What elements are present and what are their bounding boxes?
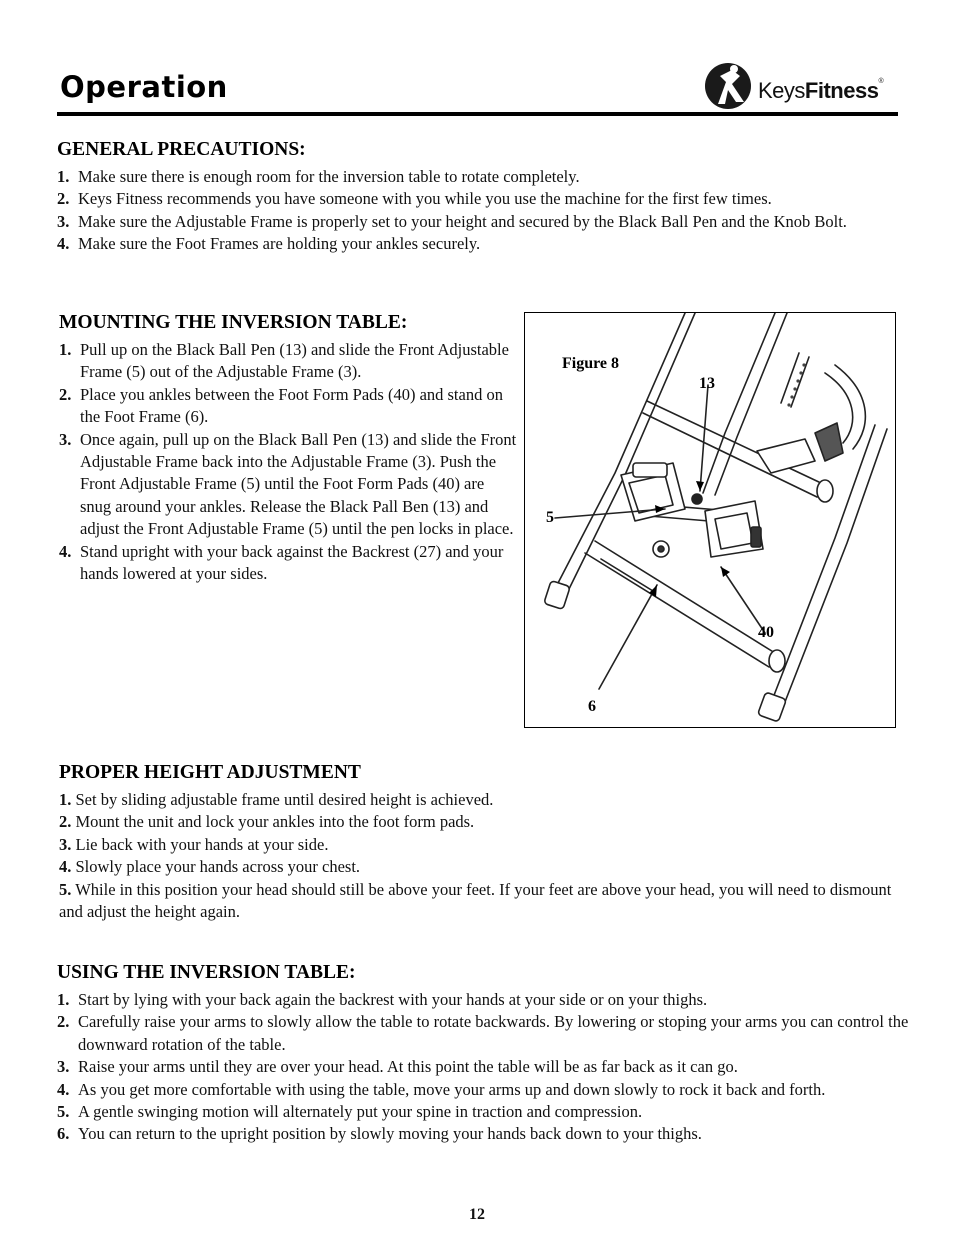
list-item: 3. Lie back with your hands at your side. <box>59 834 329 854</box>
section-using <box>57 961 917 1146</box>
section-height-adjustment <box>59 761 919 923</box>
list-item: 4. Stand upright with your back against the Backrest (27) and your hands lowered at your sides. <box>59 541 504 584</box>
keys-fitness-logo <box>704 60 900 112</box>
section-general-precautions <box>57 138 917 256</box>
list-item: 2. Carefully raise your arms to slowly allow the table to rotate backwards. By lowering or stoping your arms you can control the downward rotation of the table. <box>57 1012 909 1054</box>
page-title: Operation <box>60 70 228 104</box>
list-item: 1. Pull up on the Black Ball Pen (13) and slide the Front Adjustable Frame (5) out of the Adjustable Frame (3). <box>59 340 509 382</box>
page-number: 12 <box>469 1206 485 1223</box>
list-item: 4. Make sure the Foot Frames are holding your ankles securely. <box>57 234 481 254</box>
list-item: 2. Mount the unit and lock your ankles into the foot form pads. <box>59 812 475 832</box>
header-rule <box>57 112 898 116</box>
list-item: 2. Place you ankles between the Foot Form Pads (40) and stand on the Foot Frame (6). <box>59 384 503 427</box>
logo-wordmark: KeysFitness® <box>758 78 884 103</box>
callout-5: 5 <box>546 509 554 526</box>
callout-40: 40 <box>758 624 774 641</box>
figure-8 <box>524 312 896 728</box>
list-item: 3. Make sure the Adjustable Frame is properly set to your height and secured by the Black Ball Pen and the Knob Bolt. <box>57 211 847 231</box>
list-item: 5. While in this position your head should still be above your feet. If your feet are above your head, you will need to dismount and adjust the height again. <box>59 879 892 922</box>
section-mounting <box>59 311 519 585</box>
section-heading: PROPER HEIGHT ADJUSTMENT <box>59 762 361 783</box>
list-item: 1. Start by lying with your back again the backrest with your hands at your side or on your thighs. <box>57 990 708 1009</box>
list-item: 4. As you get more comfortable with using the table, move your arms up and down slowly to rock it back and forth. <box>57 1079 826 1099</box>
list-item: 1. Make sure there is enough room for the inversion table to rotate completely. <box>57 167 580 186</box>
list-item: 5. A gentle swinging motion will alternately put your spine in traction and compression. <box>57 1102 643 1122</box>
list-item: 2. Keys Fitness recommends you have someone with you while you use the machine for the first few times. <box>57 189 772 209</box>
list-item: 1. Set by sliding adjustable frame until desired height is achieved. <box>59 790 494 809</box>
list-item: 3. Raise your arms until they are over your head. At this point the table will be as far back as it can go. <box>57 1057 738 1077</box>
list-item: 3. Once again, pull up on the Black Ball Pen (13) and slide the Front Adjustable Frame back into the Adjustable Frame (3). Push the Front Adjustable Frame (5) until the Foot Form Pads (40) are snug around your ankles. Release the Black Pall Ben (13) and adjust the Front Adjustable Frame (5) until the pen locks in place. <box>59 429 517 539</box>
figure-caption: Figure 8 <box>562 355 620 372</box>
section-heading: GENERAL PRECAUTIONS: <box>57 139 306 160</box>
list-item: 6. You can return to the upright position by slowly moving your hands back down to your thighs. <box>57 1124 702 1144</box>
callout-13: 13 <box>699 375 715 392</box>
list-item: 4. Slowly place your hands across your chest. <box>59 857 361 877</box>
section-heading: MOUNTING THE INVERSION TABLE: <box>59 312 408 333</box>
section-heading: USING THE INVERSION TABLE: <box>57 962 356 983</box>
keys-fitness-emblem-icon <box>704 60 752 112</box>
callout-6: 6 <box>588 698 596 715</box>
